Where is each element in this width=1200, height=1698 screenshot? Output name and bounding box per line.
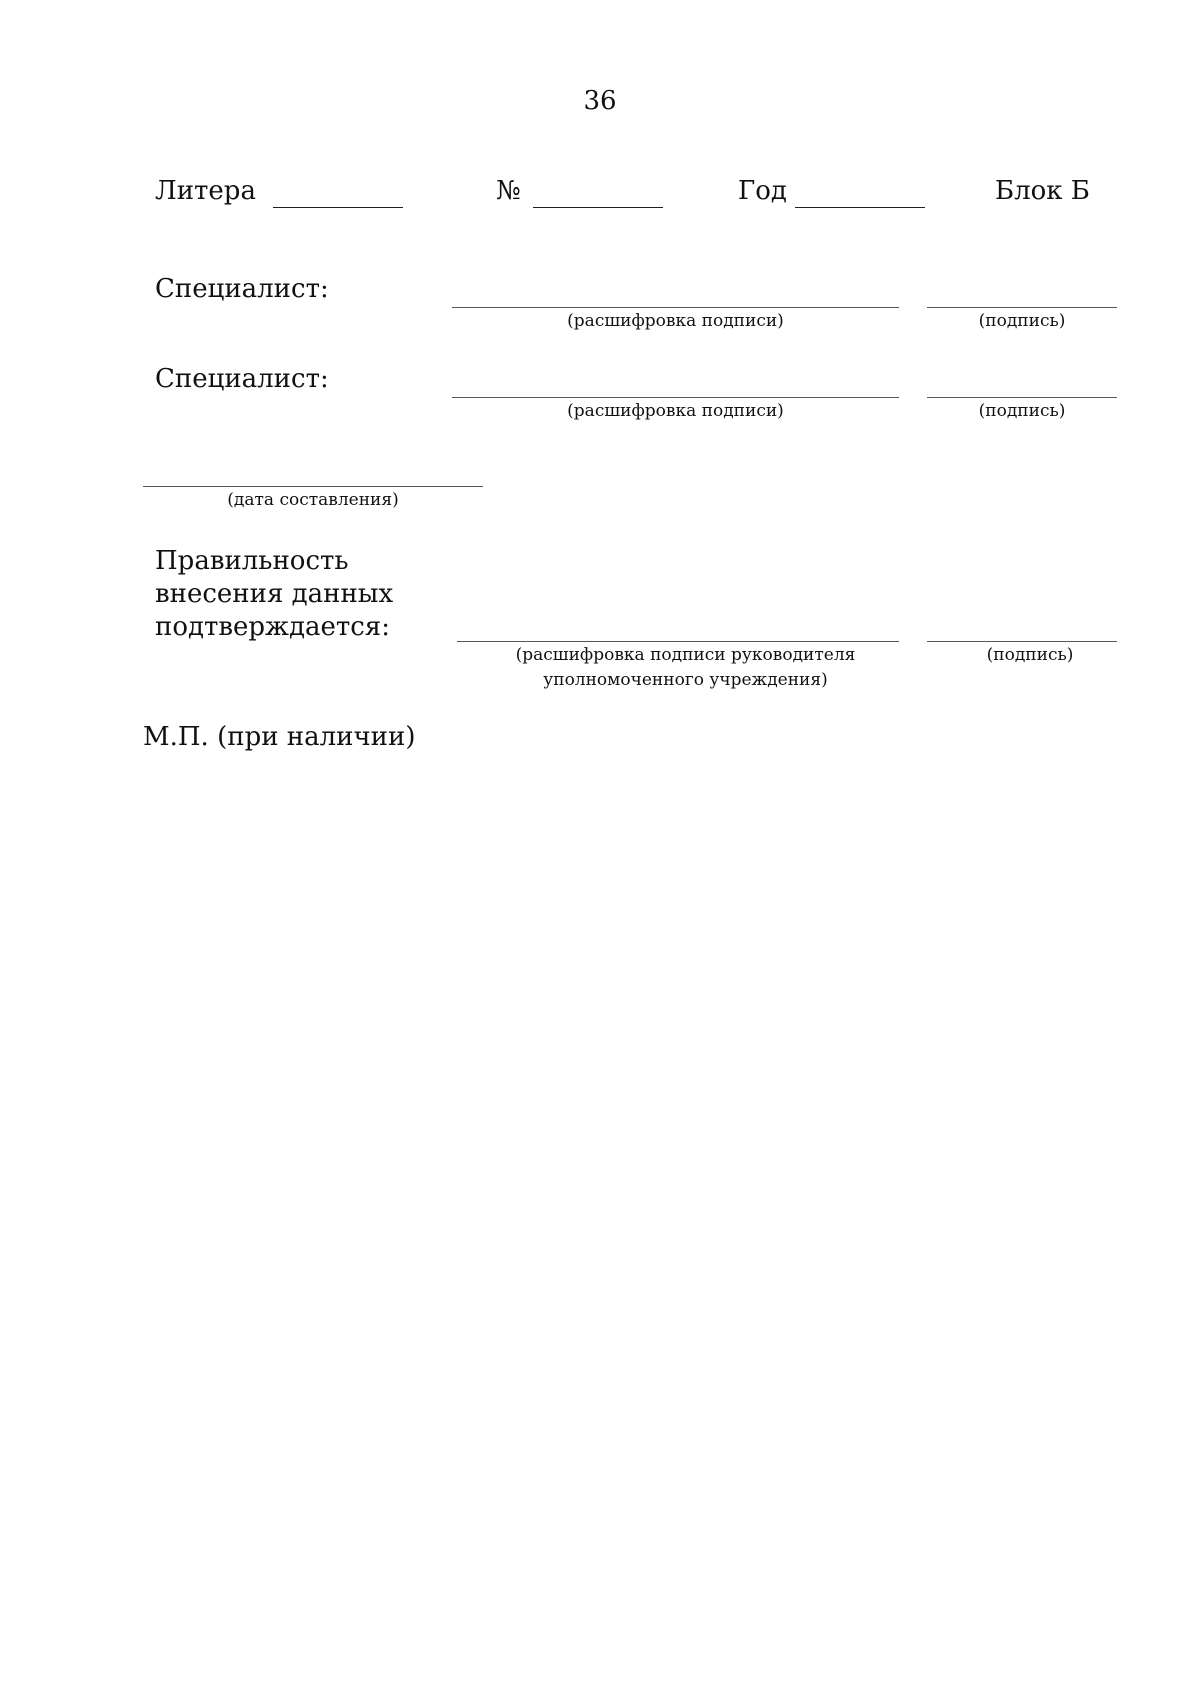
- head-decode-caption: [457, 643, 914, 693]
- specialist-1-decode-caption: (расшифровка подписи): [567, 311, 784, 331]
- head-decode-caption-line-1: (расшифровка подписи руководителя: [515, 645, 856, 665]
- block-label: Блок Б: [995, 176, 1090, 206]
- specialist-2-sign-line: [927, 397, 1117, 398]
- date-caption: (дата составления): [227, 490, 399, 510]
- confirmation-label: [155, 545, 393, 644]
- litera-label: Литера: [155, 176, 256, 206]
- head-sign-caption: (подпись): [986, 645, 1074, 665]
- head-decode-line: [457, 641, 899, 642]
- specialist-2-label: Специалист:: [155, 364, 329, 394]
- head-sign-line: [927, 641, 1117, 642]
- year-label: Год: [738, 176, 787, 206]
- specialist-2-sign-caption: (подпись): [978, 401, 1066, 421]
- specialist-2-decode-line: [452, 397, 899, 398]
- confirmation-line-2: внесения данных: [155, 579, 394, 609]
- confirmation-line-1: Правильность: [155, 546, 349, 576]
- number-label: №: [496, 176, 521, 206]
- year-field-line: [795, 207, 925, 208]
- page-number: 36: [583, 86, 617, 116]
- number-field-line: [533, 207, 663, 208]
- date-line: [143, 486, 483, 487]
- specialist-1-sign-caption: (подпись): [978, 311, 1066, 331]
- specialist-2-decode-caption: (расшифровка подписи): [567, 401, 784, 421]
- confirmation-line-3: подтверждается:: [155, 612, 390, 642]
- specialist-1-decode-line: [452, 307, 899, 308]
- head-decode-caption-line-2: уполномоченного учреждения): [543, 670, 828, 690]
- litera-field-line: [273, 207, 403, 208]
- specialist-1-sign-line: [927, 307, 1117, 308]
- stamp-label: М.П. (при наличии): [143, 722, 416, 752]
- specialist-1-label: Специалист:: [155, 274, 329, 304]
